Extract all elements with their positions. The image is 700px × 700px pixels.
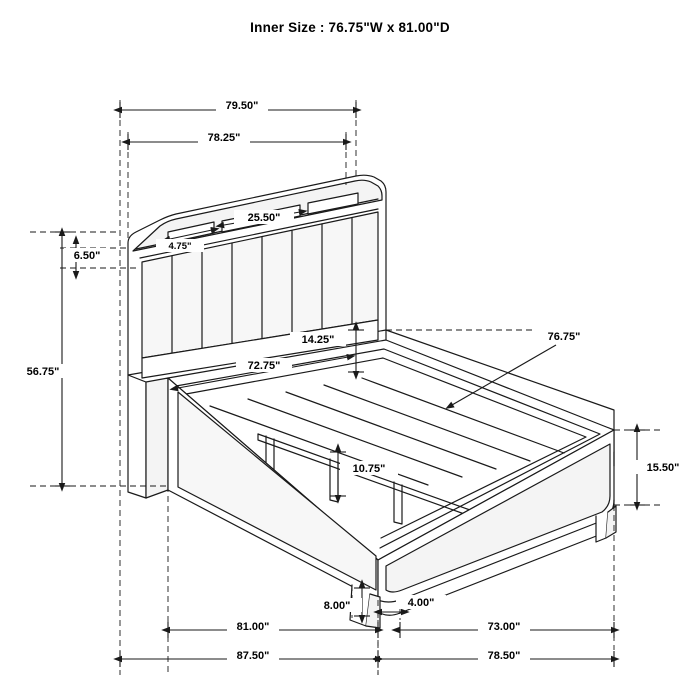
dim-headboard-width: 78.25" (207, 132, 241, 144)
dim-leg-width: 4.00" (407, 597, 435, 609)
dim-shelf-small-width: 4.75" (168, 241, 192, 252)
dim-inner-width: 72.75" (247, 360, 281, 372)
dim-shelf-opening-width: 25.50" (247, 212, 281, 224)
dim-footboard-depth: 73.00" (487, 621, 521, 633)
dim-bed-depth-inner: 81.00" (236, 621, 270, 633)
page-title: Inner Size : 76.75"W x 81.00"D (250, 20, 450, 35)
dim-headboard-height: 56.75" (26, 366, 60, 378)
dim-overall-width-top: 79.50" (225, 100, 259, 112)
dim-footboard-height: 15.50" (646, 462, 680, 474)
dim-panel-height: 14.25" (301, 334, 335, 346)
dim-overall-depth-left: 87.50" (236, 650, 270, 662)
dim-slat-height: 10.75" (352, 463, 386, 475)
dim-side-rail-length: 76.75" (547, 331, 581, 343)
dim-leg-height: 8.00" (323, 600, 351, 612)
dim-overall-depth-right: 78.50" (487, 650, 521, 662)
dim-shelf-height: 6.50" (73, 250, 101, 262)
